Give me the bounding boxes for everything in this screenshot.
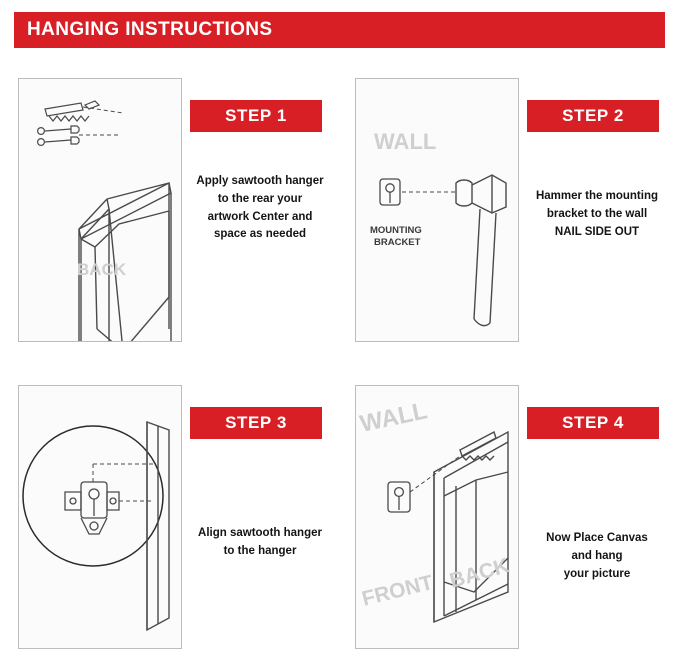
step-4-description <box>527 530 667 583</box>
steps-grid <box>0 60 679 640</box>
svg-text:BRACKET: BRACKET <box>374 237 421 248</box>
step-card-4 <box>355 385 675 657</box>
step-4-illustration <box>355 385 519 649</box>
step-2-text-block <box>527 78 675 340</box>
step-4-line-2: and hang <box>571 549 623 562</box>
step-3-line-2: to the hanger <box>223 544 297 557</box>
step-3-illustration <box>18 385 182 649</box>
step-2-line-3: NAIL SIDE OUT <box>554 225 640 238</box>
step-2-illustration <box>355 78 519 342</box>
step-1-line-4: space as needed <box>213 228 307 241</box>
svg-text:FRONT: FRONT <box>359 571 436 611</box>
step-card-2 <box>355 78 675 350</box>
page-title: HANGING INSTRUCTIONS <box>27 19 273 40</box>
step-1-line-2: to the rear your <box>217 192 303 205</box>
step-2-line-1: Hammer the mounting <box>535 190 659 202</box>
step-4-badge: STEP 4 <box>527 407 659 439</box>
step-card-3 <box>18 385 338 657</box>
step-3-text-block <box>190 385 338 647</box>
step-2-description <box>527 188 667 241</box>
step-4-line-3: your picture <box>563 567 631 580</box>
step-3-badge: STEP 3 <box>190 407 322 439</box>
step-3-line-1: Align sawtooth hanger <box>198 527 322 539</box>
step-1-description <box>190 173 330 244</box>
step-card-1 <box>18 78 338 350</box>
svg-text:MOUNTING: MOUNTING <box>370 225 422 236</box>
step-1-text-block <box>190 78 338 340</box>
svg-text:BACK: BACK <box>447 553 512 593</box>
svg-text:WALL: WALL <box>357 397 430 438</box>
step-4-text-block <box>527 385 675 647</box>
svg-text:WALL: WALL <box>374 129 437 154</box>
step-1-illustration <box>18 78 182 342</box>
step-4-line-1: Now Place Canvas <box>546 532 648 544</box>
step-3-description <box>190 525 330 561</box>
header-banner <box>14 12 665 48</box>
step-1-line-1: Apply sawtooth hanger <box>196 175 324 187</box>
step-2-line-2: bracket to the wall <box>546 207 648 220</box>
step-2-badge: STEP 2 <box>527 100 659 132</box>
svg-text:BACK: BACK <box>77 260 127 279</box>
step-1-line-3: artwork Center and <box>207 210 313 223</box>
step-1-badge: STEP 1 <box>190 100 322 132</box>
